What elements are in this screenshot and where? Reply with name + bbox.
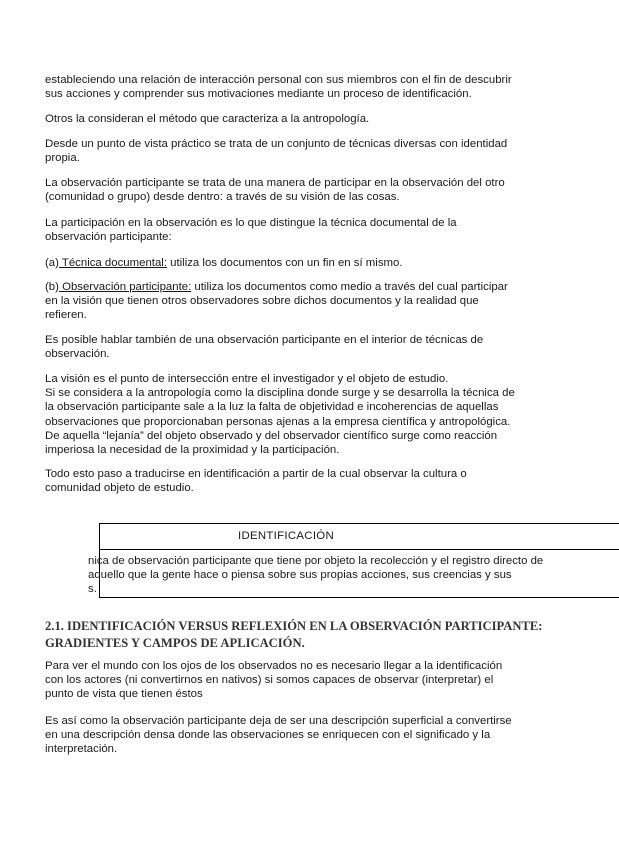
text-line: refieren.	[45, 309, 87, 322]
item-text: utiliza los documentos como medio a través del cual participar	[191, 281, 508, 293]
text-line: nica de observación participante que tiene por objeto la recolección y el registro directo de	[88, 555, 544, 567]
item-text: utiliza los documentos con un fin en sí mismo.	[166, 257, 403, 269]
text-line: en una descripción densa donde las observaciones se enriquecen con el significado y la	[45, 729, 491, 742]
box-title: IDENTIFICACIÓN	[238, 530, 334, 542]
text-line: La visión es el punto de intersección entre el investigador y el objeto de estudio.	[45, 373, 449, 385]
text-line: con los actores (ni convertirnos en nativos) si somos capaces de observar (interpretar) el	[45, 674, 494, 687]
identification-box	[88, 523, 619, 598]
text-line: Si se considera a la antropología como la disciplina donde surge y se desarrolla la técnica de	[45, 387, 515, 400]
text-line: punto de vista que tienen éstos	[45, 688, 203, 701]
text-line: observación participante:	[45, 231, 172, 244]
text-line: en la visión que tienen otros observadores sobre dichos documentos y la realidad que	[45, 295, 479, 308]
paragraph-vision	[45, 372, 555, 457]
text-line: sus acciones y comprender sus motivaciones mediante un proceso de identificación.	[45, 88, 472, 101]
heading-line: 2.1. IDENTIFICACIÓN VERSUS REFLEXIÓN EN LA OBSERVACIÓN PARTICIPANTE:	[45, 619, 543, 633]
text-line: aquello que la gente hace o piensa sobre sus propias acciones, sus creencias y sus	[88, 569, 512, 582]
paragraph-dense-description	[45, 714, 555, 757]
text-line: Todo esto paso a traducirse en identificación a partir de la cual observar la cultura o	[45, 468, 467, 480]
item-prefix: (b)	[45, 281, 59, 293]
text-line: la observación participante sale a la luz la falta de objetividad e incoherencias de aquellas	[45, 401, 499, 414]
text-line: Otros la consideran el método que caracteriza a la antropología.	[45, 113, 370, 125]
section-heading	[45, 618, 565, 651]
paragraph-practical	[45, 137, 555, 165]
item-term: Técnica documental:	[58, 257, 167, 269]
paragraph-interaction	[45, 73, 555, 101]
paragraph-method	[45, 112, 555, 126]
paragraph-translation	[45, 467, 555, 495]
text-line: Es así como la observación participante deja de ser una descripción superficial a convertirse	[45, 715, 512, 727]
text-line: s.	[88, 583, 97, 596]
text-line: La observación participante se trata de una manera de participar en la observación del otro	[45, 177, 505, 189]
paragraph-interior	[45, 333, 555, 361]
text-line: Para ver el mundo con los ojos de los observados no es necesario llegar a la identificación	[45, 660, 503, 672]
box-definition	[88, 554, 600, 597]
text-line: observación.	[45, 348, 110, 361]
text-line: Desde un punto de vista práctico se trata de un conjunto de técnicas diversas con identidad	[45, 138, 508, 150]
text-line: De aquella “lejanía” del objeto observado y del observador científico surge como reacción	[45, 429, 498, 442]
paragraph-eyes	[45, 659, 555, 702]
text-line: La participación en la observación es lo que distingue la técnica documental de la	[45, 217, 457, 229]
text-line: estableciendo una relación de interacción personal con sus miembros con el fin de descubrir	[45, 74, 512, 86]
text-line: Es posible hablar también de una observación participante en el interior de técnicas de	[45, 334, 484, 346]
paragraph-participant-observation	[45, 176, 555, 204]
text-line: comunidad objeto de estudio.	[45, 482, 194, 495]
text-line: interpretación.	[45, 743, 118, 756]
text-line	[45, 256, 555, 270]
paragraph-distinction	[45, 216, 555, 244]
text-line	[45, 280, 555, 294]
item-prefix: (a)	[45, 257, 59, 269]
text-line: propia.	[45, 152, 80, 165]
text-line: (comunidad o grupo) desde dentro: a través de su visión de las cosas.	[45, 191, 400, 204]
box-divider	[100, 549, 619, 550]
text-line: observaciones que proporcionaban personas ajenas a la empresa científica y antropológica.	[45, 415, 511, 428]
list-item-a	[45, 256, 555, 270]
item-term: Observación participante:	[58, 281, 192, 293]
text-line: imperiosa la necesidad de la proximidad y la participación.	[45, 444, 340, 457]
list-item-b	[45, 280, 555, 323]
heading-line: GRADIENTES Y CAMPOS DE APLICACIÓN.	[45, 635, 305, 650]
